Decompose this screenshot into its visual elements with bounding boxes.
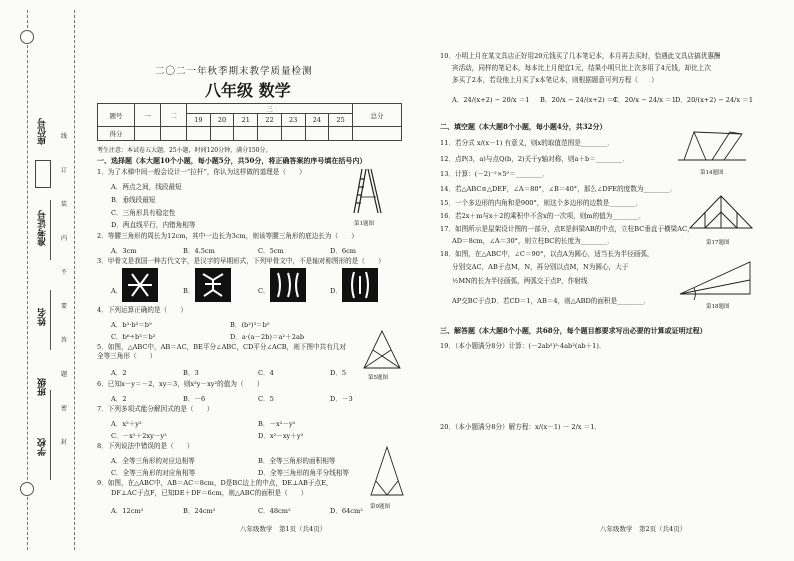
seal-char: 答 [61, 337, 68, 344]
q15-stem: 15．一个多边形的内角和是900°，则这个多边形的边数是________． [440, 199, 643, 207]
binding-hole-bottom [20, 482, 34, 496]
q4-option: A．b³·b³＝b⁹ [111, 321, 152, 329]
ladder-figure [352, 167, 382, 215]
score-cell[interactable] [187, 127, 211, 141]
q14-caption: 第14题图 [700, 170, 724, 176]
q16-stem: 16．若2x＋m与x＋2的乘积中不含x的一次项，则m的值为________． [440, 212, 646, 220]
q9-option: D．64cm² [330, 507, 363, 515]
q2-option: A．3cm [111, 247, 137, 255]
q6-option: C．5 [258, 395, 274, 403]
q2-stem: 2．等腰三角形的周长为12cm，其中一边长为3cm，则该等腰三角形的底边长为（ ） [97, 232, 358, 240]
roof-truss-figure [686, 190, 756, 234]
triangle-figure-q5 [360, 328, 404, 372]
q10-option: A．24/(x+2) − 20/x ＝1 [452, 96, 530, 104]
score-row-label: 题号 [98, 104, 135, 127]
section-3-title: 三、解答题（本大题8个小题，共68分，每个题目都要求写出必要的计算或证明过程） [440, 326, 707, 335]
q10-stem-cont2: 多买了2本，若设他上月买了x本笔记本，则根据题意可列方程（ ） [452, 76, 658, 84]
q10-option: D．20/(x+2) − 24/x ＝1 [675, 96, 754, 104]
q18-stem-cont: 分别交AC，AB于点M，N，再分别以点M，N为圆心，大于 [452, 263, 629, 271]
q1-option: A．两点之间，线段最短 [111, 183, 182, 191]
q18-stem: 18．如图，在△ABC中，∠C＝90°，以点A为圆心，适当长为半径画弧， [440, 250, 654, 258]
q4-option: B．(b²)³＝b⁵ [230, 321, 270, 329]
score-cell[interactable] [281, 127, 305, 141]
score-table [97, 103, 402, 141]
score-sub-col: 20 [210, 114, 234, 127]
q5-stem: 5．如图，△ABC中，AB＝AC，BE平分∠ABC，CD平分∠ACB，则下图中共有几对全等三角形（ ） [97, 343, 346, 361]
q12-stem: 12．点P(3，a)与点Q(b，2)关于y轴对称，则a＋b＝________． [440, 155, 629, 163]
oracle-glyph-a [122, 268, 158, 302]
q18-stem-cont2: ½MN的长为半径画弧，两弧交于点P，作射线 [452, 277, 588, 285]
seal-char: 线 [61, 133, 68, 140]
q8-option: D．全等三角形的角平分线相等 [258, 469, 350, 477]
q10-option: B．20/x − 24/(x+2) ＝1 [540, 96, 618, 104]
q5-caption: 第5题图 [368, 375, 388, 381]
q8-option: A．全等三角形的对应边相等 [111, 457, 195, 465]
q8-stem: 8．下列说法中错误的是（ ） [97, 442, 194, 450]
seal-char: 不 [61, 269, 68, 276]
class-label: 班级 [38, 378, 48, 396]
q7-option: A．x²＋y² [111, 420, 142, 428]
q9-option: B．24cm² [183, 507, 216, 515]
seal-char: 内 [61, 235, 68, 242]
seal-char: 题 [61, 371, 68, 378]
q3-option: B． [183, 287, 195, 295]
q18-stem-cont3: AP交BC于点D．若CD＝1，AB＝4，则△ABD的面积是________． [452, 297, 651, 305]
fill-line-exam [50, 200, 51, 260]
score-row-label: 得分 [98, 127, 135, 141]
q17-caption: 第17题图 [706, 240, 730, 246]
exam-subject: 八年级 数学 [205, 81, 291, 100]
q11-stem: 11．若分式 x/(x－1) 有意义，则x的取值范围是________． [440, 139, 614, 147]
q8-option: B．全等三角形的面积相等 [258, 457, 336, 465]
oracle-glyph-d [342, 268, 378, 302]
q14-stem: 14．若△ABC≌△DEF，∠A＝80°，∠B＝40°，那么∠DFE的度数为________． [440, 185, 677, 193]
figure-q14 [676, 126, 748, 166]
q5-option: C．4 [258, 369, 274, 377]
oracle-glyph-c [270, 268, 306, 302]
q9-stem: 9．如图，在△ABC中，AB＝AC＝8cm，D是BC边上的中点，DE⊥AB于点E， [97, 479, 333, 487]
q8-option: C．全等三角形的对应角相等 [111, 469, 196, 477]
q3-option: D． [330, 287, 342, 295]
q9-option: C．48cm² [258, 507, 291, 515]
score-sub-col: 24 [305, 114, 329, 127]
q3-option: C． [258, 287, 270, 295]
seal-char: 密 [61, 405, 68, 412]
score-sub-col: 23 [281, 114, 305, 127]
seal-char: 封 [61, 439, 68, 446]
q9-stem-cont: DF⊥AC于点F，已知DE＋DF＝6cm，则△ABC的面积是（ ） [111, 489, 308, 497]
score-cell[interactable] [329, 127, 353, 141]
exam-title: 二〇二一年秋季期末教学质量检测 [155, 66, 313, 77]
score-sub-col: 21 [234, 114, 258, 127]
seat-no-box [35, 160, 51, 188]
q20-stem: 20．（本小题满分8分）解方程：x/(x－1) － 2/x ＝1． [440, 423, 601, 431]
section-1-title: 一、选择题（本大题10个小题，每小题5分，共50分，将正确答案的序号填在括号内） [97, 156, 367, 165]
score-cell[interactable] [305, 127, 329, 141]
score-cell[interactable] [353, 127, 402, 141]
q19-stem: 19．（本小题满分8分）计算：(－2ab²)²·4ab²(ab＋1)． [440, 342, 606, 350]
q5-option: A．2 [111, 369, 127, 377]
score-col: 二 [161, 104, 187, 127]
q6-option: D．－3 [330, 395, 353, 403]
exam-note: 考生注意：本试卷五大题，25小题，时间120分钟，满分150分。 [97, 147, 272, 154]
score-cell[interactable] [135, 127, 161, 141]
figure-q18 [676, 258, 756, 302]
oracle-glyph-b [195, 268, 231, 302]
q18-caption: 第18题图 [706, 304, 730, 310]
q7-option: D．x²－xy＋y² [258, 432, 304, 440]
q6-option: A．2 [111, 395, 127, 403]
seal-char: 装 [61, 201, 68, 208]
score-group: 三 [187, 104, 353, 114]
q10-stem: 10．小明上月在某文具店正好用20元钱买了几本笔记本，本月再去买时，恰遇此文具店搞优惠酬 [440, 52, 721, 60]
q3-stem: 3．甲骨文是我国一种古代文字，是汉字的早期形式，下列甲骨文中，不是轴对称图形的是（ ） [97, 257, 385, 265]
q4-option: D．a·(a－2b)＝a²＋2ab [230, 333, 305, 341]
section-2-title: 二、填空题（本大题8个小题，每小题4分，共32分） [440, 122, 607, 131]
name-label: 姓名 [38, 308, 48, 326]
q5-option: B．3 [183, 369, 199, 377]
q1-caption: 第1题图 [354, 221, 374, 227]
binding-line [27, 10, 28, 550]
exam-no-label: 准考证号 [38, 210, 48, 246]
seal-chars [61, 120, 71, 460]
q6-stem: 6．已知x－y＝－2，xy＝3，则x²y－xy²的值为（ ） [97, 380, 264, 388]
q4-option: C．b⁶÷b³＝b² [111, 333, 156, 341]
score-col: 一 [135, 104, 161, 127]
q1-option: B．垂线段最短 [111, 196, 156, 204]
q9-option: A．12cm² [111, 507, 144, 515]
fill-line-school [50, 390, 51, 480]
q17-stem: 17．如图所示是屋架设计图的一部分，点E是斜梁AB的中点，立柱BC垂直于横梁AC， [440, 225, 694, 233]
q1-stem: 1．为了木梯中间一般会设计一“拉杆”，你认为这样做的道理是（ ） [97, 168, 306, 176]
q7-option: C．－x²＋2xy－y² [111, 432, 167, 440]
q10-option: C．20/x − 24/x ＝1 [613, 96, 676, 104]
score-cell[interactable] [258, 127, 282, 141]
q2-option: B．4.5cm [183, 247, 215, 255]
seal-char: 要 [61, 303, 68, 310]
right-page-footer: 八年级数学 第2页（共4页） [600, 525, 687, 533]
score-sub-col: 22 [258, 114, 282, 127]
q9-caption: 第9题图 [370, 504, 390, 510]
q4-stem: 4．下列运算正确的是（ ） [97, 306, 187, 314]
q17-stem-cont: AD＝8cm，∠A＝30°，则立柱BC的长度为________． [452, 237, 614, 245]
q7-stem: 7．下列多项式能分解因式的是（ ） [97, 405, 214, 413]
seal-line [74, 10, 75, 550]
q13-stem: 13．计算：(－2)⁻²×5⁰＝________． [440, 170, 549, 178]
seal-char: 订 [61, 167, 68, 174]
binding-hole-top [20, 30, 34, 44]
q6-option: B．－6 [183, 395, 206, 403]
seat-no-label: 座位号 [38, 118, 48, 145]
q1-option: D．两直线平行，内错角相等 [111, 221, 196, 229]
score-cell[interactable] [210, 127, 234, 141]
q5-option: D．5 [330, 369, 347, 377]
school-label: 学校 [38, 438, 48, 456]
q7-option: B．－x²－y² [258, 420, 296, 428]
q1-option: C．三角形具有稳定性 [111, 209, 176, 217]
triangle-figure-q9 [368, 445, 406, 501]
score-sub-col: 25 [329, 114, 353, 127]
q2-option: D．6cm [330, 247, 357, 255]
score-cell[interactable] [234, 127, 258, 141]
score-cell[interactable] [161, 127, 187, 141]
q3-option: A． [111, 287, 123, 295]
score-sub-col: 19 [187, 114, 211, 127]
score-total: 总分 [353, 104, 402, 127]
left-page-footer: 八年级数学 第1页（共4页） [240, 525, 327, 533]
q10-stem-cont: 宾活动，同样的笔记本，每本比上月便宜1元，结果小明只比上次多用了4元钱，却比上次 [452, 64, 711, 72]
fill-line-name [50, 290, 51, 350]
q2-option: C．5cm [258, 247, 284, 255]
